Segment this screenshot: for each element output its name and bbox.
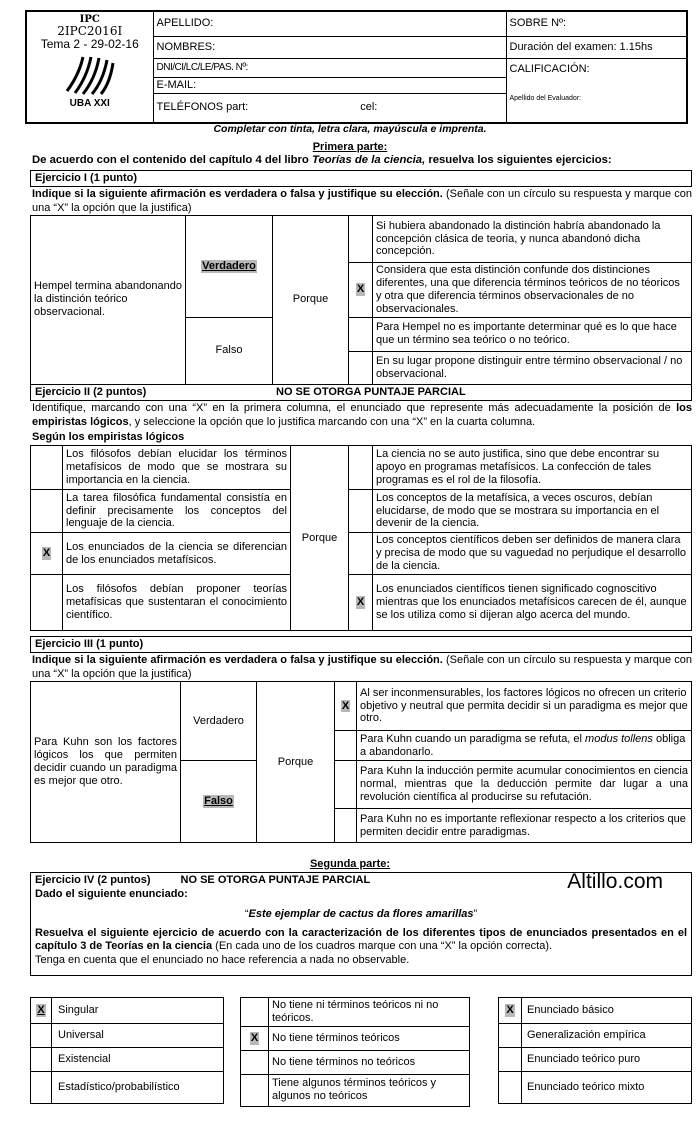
ej2-left-checkbox-1[interactable]	[31, 446, 63, 490]
ej1-statement: Hempel termina abandonando la distinción teórico observacional.	[31, 216, 186, 385]
ej4-no-parcial: NO SE OTORGA PUNTAJE PARCIAL	[180, 874, 371, 886]
ej2-right-checkbox-4[interactable]: X	[349, 575, 373, 631]
ej4-quote: Este ejemplar de cactus da flores amarillas	[248, 908, 474, 920]
ej4-title: Ejercicio IV (2 puntos)	[35, 874, 151, 886]
ej4-t1-option-3: Existencial	[52, 1048, 224, 1072]
ej4-t2-checkbox-4[interactable]	[241, 1074, 269, 1106]
telefonos-field[interactable]	[153, 93, 506, 123]
ej3-checkbox-2[interactable]	[335, 731, 357, 761]
ej4-t3-option-1: Enunciado básico	[522, 998, 692, 1024]
ej2-left-checkbox-3[interactable]: X	[31, 533, 63, 575]
cel-label: cel:	[360, 101, 378, 114]
part1-intro: De acuerdo con el contenido del capítulo 4 del libro Teorías de la ciencia, resuelva los siguientes ejercicios:	[32, 154, 612, 166]
ej2-right-option-3: Los conceptos científicos deben ser definidos de manera clara y precisa de modo que su vaguedad no perjudique el desarrollo de la ciencia.	[373, 533, 692, 575]
ej4-t3-checkbox-1[interactable]: X	[499, 998, 522, 1024]
ej4-t2-option-3: No tiene términos no teóricos	[269, 1050, 470, 1074]
ej4-t2-checkbox-1[interactable]	[241, 998, 269, 1027]
apellido-field[interactable]: APELLIDO:	[153, 11, 506, 36]
ej4-t1-option-2: Universal	[52, 1024, 224, 1048]
ej1-checkbox-3[interactable]	[349, 317, 373, 351]
telefonos-label: TELÉFONOS part:	[156, 101, 249, 114]
email-field[interactable]: E-MAIL:	[153, 77, 506, 93]
altillo-watermark: Altillo.com	[567, 870, 663, 893]
ej3-table	[30, 681, 692, 843]
ej2-right-option-2: Los conceptos de la metafísica, a veces oscuros, debían elucidarse, de modo que se mostrara su importancia en el devenir de la ciencia.	[373, 490, 692, 533]
nombres-field[interactable]: NOMBRES:	[153, 36, 506, 58]
ej2-left-option-3: Los enunciados de la ciencia se diferencian de los enunciados metafísicos.	[63, 533, 291, 575]
ej4-t1-checkbox-4[interactable]	[31, 1072, 52, 1104]
ej1-option-4: En su lugar propone distinguir entre término observacional / no observacional.	[373, 351, 692, 384]
evaluador-field[interactable]: Apellido del Evaluador:	[509, 95, 582, 103]
ej2-right-checkbox-3[interactable]	[349, 533, 373, 575]
ej3-option-4: Para Kuhn no es importante reflexionar respecto a los criterios que permiten decidir entre paradigmas.	[357, 809, 692, 843]
ej4-table-terms	[240, 997, 470, 1107]
fill-instructions: Completar con tinta, letra clara, mayúscula e imprenta.	[213, 123, 487, 135]
ej2-segun: Según los empiristas lógicos	[32, 431, 185, 443]
ej4-t3-option-2: Generalización empírica	[522, 1024, 692, 1048]
ej2-right-option-4: Los enunciados científicos tienen significado cognoscitivo mientras que los enunciados metafísicos carecen de él, aunque se los utiliza como si dijeran algo acerca del mundo.	[373, 575, 692, 631]
ej3-false-option[interactable]: Falso	[204, 795, 233, 808]
ej4-t2-option-2: No tiene términos teóricos	[269, 1026, 470, 1050]
ej4-t3-checkbox-4[interactable]	[499, 1072, 522, 1104]
ej1-instructions: Indique si la siguiente afirmación es verdadera o falsa y justifique su elección. (Señale con un círculo su respuesta y marque con una “X” la opción que la justifica)	[32, 188, 693, 214]
ej1-option-3: Para Hempel no es importante determinar qué es lo que hace que un término sea teórico o no teórico.	[373, 317, 692, 351]
ej2-right-option-1: La ciencia no se auto justifica, sino que debe encontrar su apoyo en programas metafísicos. La confección de tales programas es el rol de la filosofía.	[373, 446, 692, 490]
ej2-left-checkbox-4[interactable]	[31, 575, 63, 631]
calificacion-field[interactable]: CALIFICACIÓN:	[509, 62, 590, 75]
uba-logo-icon	[65, 55, 115, 95]
ej1-option-2: Considera que esta distinción confunde dos distinciones diferentes, una que diferencia términos teóricos de no téoricos y otra que diferencia términos observacionales de no observacionales.	[373, 263, 692, 318]
ej1-title: Ejercicio I (1 punto)	[30, 170, 692, 187]
part2-title: Segunda parte:	[309, 858, 391, 870]
ej4-t3-checkbox-2[interactable]	[499, 1024, 522, 1048]
ej3-option-1: Al ser inconmensurables, los factores lógicos no ofrecen un criterio objetivo y neutral que permita decidir si un paradigma es mejor que otro.	[357, 682, 692, 731]
ej4-dado: Dado el siguiente enunciado:	[35, 887, 188, 900]
ej4-table-type	[30, 997, 224, 1104]
ej1-true-option[interactable]: Verdadero	[202, 259, 256, 272]
ej1-checkbox-1[interactable]	[349, 216, 373, 263]
ej2-porque: Porque	[291, 446, 349, 631]
ej4-t1-option-1: Singular	[52, 998, 224, 1024]
dni-field[interactable]: DNI/CI/LC/LE/PAS. Nº:	[153, 58, 506, 77]
ej4-resuelva: Resuelva el siguiente ejercicio de acuerdo con la caracterización de los diferentes tipos de enunciados presentados en el capítulo 3 de Teorías en la ciencia (En cada uno de los cuadros marque con una “X” la opción correcta).	[35, 926, 687, 952]
exam-tema: Tema 2 - 29-02-16	[40, 37, 139, 52]
student-header	[25, 10, 688, 124]
ej4-t3-option-4: Enunciado teórico mixto	[522, 1072, 692, 1104]
sobre-field[interactable]: SOBRE Nº:	[506, 11, 687, 36]
ej1-checkbox-4[interactable]	[349, 351, 373, 384]
ej4-t1-checkbox-3[interactable]	[31, 1048, 52, 1072]
ej1-option-1: Si hubiera abandonado la distinción habría abandonado la concepción clásica de teoria, y nunca abandonó dicha concepción.	[373, 216, 692, 263]
ej2-left-option-2: La tarea filosófica fundamental consistía en definir precisamente los conceptos del lenguaje de la ciencia.	[63, 490, 291, 533]
ej1-table	[30, 215, 692, 385]
ej3-checkbox-1[interactable]: X	[335, 682, 357, 731]
ej3-option-2: Para Kuhn cuando un paradigma se refuta, el modus tollens obliga a abandonarlo.	[357, 731, 692, 761]
ej2-right-checkbox-2[interactable]	[349, 490, 373, 533]
ej2-left-option-1: Los filósofos debían elucidar los términos metafísicos de modo que se mostrara su importancia en la ciencia.	[63, 446, 291, 490]
ej2-table	[30, 445, 692, 631]
ej4-t2-checkbox-2[interactable]: X	[241, 1026, 269, 1050]
ej4-t3-checkbox-3[interactable]	[499, 1048, 522, 1072]
ej1-checkbox-2[interactable]: X	[349, 263, 373, 318]
ej3-title: Ejercicio III (1 punto)	[30, 636, 692, 653]
ej3-checkbox-3[interactable]	[335, 761, 357, 809]
ej3-true-option[interactable]: Verdadero	[181, 682, 257, 761]
ej4-box: Ejercicio IV (2 puntos) NO SE OTORGA PUNTAJE PARCIAL Dado el siguiente enunciado: Altillo.com “Este ejemplar de cactus da flores amarillas” Resuelva el siguiente ejercicio de acuerdo con la caracterización de los diferentes tipos de enunciados presentados en el capítulo 3 de Teorías en la ciencia (En cada uno de los cuadros marque con una “X” la opción correcta). Tenga en cuenta que el enunciado no hace referencia a nada no observable.	[30, 872, 692, 976]
ej3-porque: Porque	[257, 682, 335, 843]
ej3-checkbox-4[interactable]	[335, 809, 357, 843]
ej2-instructions: Identifique, marcando con una “X” en la primera columna, el enunciado que represente más adecuadamente la posición de los empiristas lógicos, y seleccione la opción que lo justifica marcando con una “X” en la cuarta columna.	[32, 402, 692, 428]
duracion-label: Duración del examen: 1.15hs	[506, 36, 687, 58]
ej4-t2-option-4: Tiene algunos términos teóricos y algunos no teóricos	[269, 1074, 470, 1106]
ej2-title: Ejercicio II (2 puntos) NO SE OTORGA PUNTAJE PARCIAL	[30, 384, 692, 401]
ej1-porque: Porque	[273, 216, 349, 385]
ej4-table-class	[498, 997, 692, 1104]
ej4-t3-option-3: Enunciado teórico puro	[522, 1048, 692, 1072]
ej4-t2-option-1: No tiene ni términos teóricos ni no teóricos.	[269, 998, 470, 1027]
ej4-tenga: Tenga en cuenta que el enunciado no hace referencia a nada no observable.	[35, 953, 410, 966]
ej2-right-checkbox-1[interactable]	[349, 446, 373, 490]
course-code: 2IPC2016I	[57, 24, 123, 38]
ej4-t1-checkbox-2[interactable]	[31, 1024, 52, 1048]
ej1-false-option[interactable]: Falso	[186, 317, 273, 384]
ej4-t2-checkbox-3[interactable]	[241, 1050, 269, 1074]
logo-text: UBA XXI	[69, 98, 110, 110]
ej3-statement: Para Kuhn son los factores lógicos los que permiten decidir cuando un paradigma es mejor que otro.	[31, 682, 181, 843]
course-label: IPC	[79, 14, 100, 25]
ej3-instructions: Indique si la siguiente afirmación es verdadera o falsa y justifique su elección. (Señale con un círculo su respuesta y marque con una “X” la opción que la justifica)	[32, 654, 693, 680]
part1-title: Primera parte:	[312, 141, 388, 153]
ej3-option-3: Para Kuhn la inducción permite acumular conocimientos en ciencia normal, mientras que la deducción permite dar lugar a una revolución científica al producirse su refutación.	[357, 761, 692, 809]
ej4-t1-option-4: Estadístico/probabilístico	[52, 1072, 224, 1104]
ej2-left-option-4: Los filósofos debían proponer teorías metafísicas que sustentaran el conocimiento científico.	[63, 575, 291, 631]
ej2-left-checkbox-2[interactable]	[31, 490, 63, 533]
ej4-t1-checkbox-1[interactable]: X	[31, 998, 52, 1024]
